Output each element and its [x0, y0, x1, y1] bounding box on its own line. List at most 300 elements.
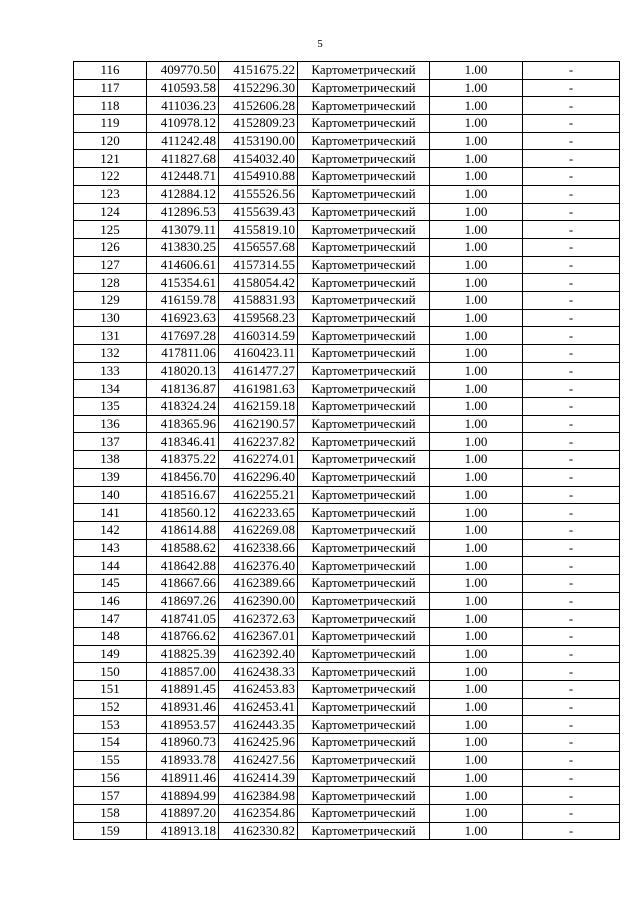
accuracy-cell: 1.00: [430, 62, 523, 80]
table-row: [74, 274, 620, 292]
accuracy-cell: 1.00: [430, 362, 523, 380]
method-cell: Картометрический: [298, 150, 430, 168]
x-coordinate-cell: 418346.41: [147, 433, 219, 451]
y-coordinate-cell: 4162392.40: [219, 645, 298, 663]
table-row: [74, 734, 620, 752]
y-coordinate-cell: 4161477.27: [219, 362, 298, 380]
method-cell: Картометрический: [298, 628, 430, 646]
x-coordinate-cell: 418960.73: [147, 734, 219, 752]
accuracy-cell: 1.00: [430, 115, 523, 133]
x-coordinate-cell: 418766.62: [147, 628, 219, 646]
method-cell: Картометрический: [298, 468, 430, 486]
y-coordinate-cell: 4162159.18: [219, 398, 298, 416]
coordinates-table: [73, 61, 620, 840]
y-coordinate-cell: 4162390.00: [219, 592, 298, 610]
point-number-cell: 142: [74, 521, 147, 539]
point-number-cell: 126: [74, 238, 147, 256]
y-coordinate-cell: 4162453.83: [219, 681, 298, 699]
description-cell: -: [523, 185, 620, 203]
x-coordinate-cell: 414606.61: [147, 256, 219, 274]
description-cell: -: [523, 645, 620, 663]
x-coordinate-cell: 418516.67: [147, 486, 219, 504]
method-cell: Картометрический: [298, 221, 430, 239]
method-cell: Картометрический: [298, 79, 430, 97]
accuracy-cell: 1.00: [430, 716, 523, 734]
description-cell: -: [523, 291, 620, 309]
description-cell: -: [523, 804, 620, 822]
point-number-cell: 141: [74, 504, 147, 522]
method-cell: Картометрический: [298, 291, 430, 309]
table-row: [74, 716, 620, 734]
table-row: [74, 628, 620, 646]
method-cell: Картометрический: [298, 539, 430, 557]
y-coordinate-cell: 4157314.55: [219, 256, 298, 274]
accuracy-cell: 1.00: [430, 185, 523, 203]
accuracy-cell: 1.00: [430, 734, 523, 752]
accuracy-cell: 1.00: [430, 628, 523, 646]
description-cell: -: [523, 592, 620, 610]
x-coordinate-cell: 412884.12: [147, 185, 219, 203]
table-row: [74, 150, 620, 168]
table-row: [74, 362, 620, 380]
y-coordinate-cell: 4162367.01: [219, 628, 298, 646]
y-coordinate-cell: 4162376.40: [219, 557, 298, 575]
accuracy-cell: 1.00: [430, 221, 523, 239]
x-coordinate-cell: 411036.23: [147, 97, 219, 115]
table-row: [74, 238, 620, 256]
table-row: [74, 539, 620, 557]
y-coordinate-cell: 4162443.35: [219, 716, 298, 734]
accuracy-cell: 1.00: [430, 150, 523, 168]
y-coordinate-cell: 4158831.93: [219, 291, 298, 309]
description-cell: -: [523, 521, 620, 539]
x-coordinate-cell: 418456.70: [147, 468, 219, 486]
accuracy-cell: 1.00: [430, 592, 523, 610]
y-coordinate-cell: 4162372.63: [219, 610, 298, 628]
x-coordinate-cell: 411827.68: [147, 150, 219, 168]
description-cell: -: [523, 168, 620, 186]
table-row: [74, 557, 620, 575]
x-coordinate-cell: 418911.46: [147, 769, 219, 787]
point-number-cell: 119: [74, 115, 147, 133]
description-cell: -: [523, 628, 620, 646]
table-row: [74, 97, 620, 115]
x-coordinate-cell: 410593.58: [147, 79, 219, 97]
method-cell: Картометрический: [298, 574, 430, 592]
point-number-cell: 130: [74, 309, 147, 327]
accuracy-cell: 1.00: [430, 610, 523, 628]
table-row: [74, 486, 620, 504]
point-number-cell: 150: [74, 663, 147, 681]
description-cell: -: [523, 698, 620, 716]
point-number-cell: 139: [74, 468, 147, 486]
description-cell: -: [523, 362, 620, 380]
table-row: [74, 433, 620, 451]
accuracy-cell: 1.00: [430, 291, 523, 309]
x-coordinate-cell: 418894.99: [147, 787, 219, 805]
method-cell: Картометрический: [298, 362, 430, 380]
table-row: [74, 291, 620, 309]
accuracy-cell: 1.00: [430, 380, 523, 398]
y-coordinate-cell: 4151675.22: [219, 62, 298, 80]
y-coordinate-cell: 4162453.41: [219, 698, 298, 716]
method-cell: Картометрический: [298, 309, 430, 327]
table-row: [74, 221, 620, 239]
point-number-cell: 138: [74, 451, 147, 469]
accuracy-cell: 1.00: [430, 168, 523, 186]
description-cell: -: [523, 433, 620, 451]
description-cell: -: [523, 97, 620, 115]
x-coordinate-cell: 418588.62: [147, 539, 219, 557]
accuracy-cell: 1.00: [430, 468, 523, 486]
y-coordinate-cell: 4159568.23: [219, 309, 298, 327]
description-cell: -: [523, 822, 620, 840]
table-row: [74, 398, 620, 416]
accuracy-cell: 1.00: [430, 787, 523, 805]
table-row: [74, 415, 620, 433]
y-coordinate-cell: 4153190.00: [219, 132, 298, 150]
point-number-cell: 123: [74, 185, 147, 203]
x-coordinate-cell: 418375.22: [147, 451, 219, 469]
table-row: [74, 451, 620, 469]
description-cell: -: [523, 557, 620, 575]
method-cell: Картометрический: [298, 185, 430, 203]
point-number-cell: 152: [74, 698, 147, 716]
point-number-cell: 144: [74, 557, 147, 575]
x-coordinate-cell: 418931.46: [147, 698, 219, 716]
point-number-cell: 135: [74, 398, 147, 416]
description-cell: -: [523, 238, 620, 256]
y-coordinate-cell: 4155526.56: [219, 185, 298, 203]
y-coordinate-cell: 4155639.43: [219, 203, 298, 221]
accuracy-cell: 1.00: [430, 132, 523, 150]
x-coordinate-cell: 418020.13: [147, 362, 219, 380]
point-number-cell: 140: [74, 486, 147, 504]
y-coordinate-cell: 4162438.33: [219, 663, 298, 681]
method-cell: Картометрический: [298, 698, 430, 716]
accuracy-cell: 1.00: [430, 645, 523, 663]
point-number-cell: 131: [74, 327, 147, 345]
y-coordinate-cell: 4162269.08: [219, 521, 298, 539]
x-coordinate-cell: 418642.88: [147, 557, 219, 575]
y-coordinate-cell: 4162255.21: [219, 486, 298, 504]
x-coordinate-cell: 418365.96: [147, 415, 219, 433]
x-coordinate-cell: 418897.20: [147, 804, 219, 822]
table-row: [74, 327, 620, 345]
point-number-cell: 136: [74, 415, 147, 433]
description-cell: -: [523, 203, 620, 221]
accuracy-cell: 1.00: [430, 238, 523, 256]
y-coordinate-cell: 4155819.10: [219, 221, 298, 239]
description-cell: -: [523, 663, 620, 681]
x-coordinate-cell: 418614.88: [147, 521, 219, 539]
x-coordinate-cell: 417697.28: [147, 327, 219, 345]
method-cell: Картометрический: [298, 822, 430, 840]
method-cell: Картометрический: [298, 256, 430, 274]
table-row: [74, 468, 620, 486]
x-coordinate-cell: 410978.12: [147, 115, 219, 133]
method-cell: Картометрический: [298, 115, 430, 133]
description-cell: -: [523, 150, 620, 168]
method-cell: Картометрический: [298, 610, 430, 628]
description-cell: -: [523, 274, 620, 292]
y-coordinate-cell: 4152296.30: [219, 79, 298, 97]
method-cell: Картометрический: [298, 168, 430, 186]
method-cell: Картометрический: [298, 734, 430, 752]
y-coordinate-cell: 4156557.68: [219, 238, 298, 256]
accuracy-cell: 1.00: [430, 822, 523, 840]
method-cell: Картометрический: [298, 769, 430, 787]
accuracy-cell: 1.00: [430, 345, 523, 363]
x-coordinate-cell: 413079.11: [147, 221, 219, 239]
table-row: [74, 804, 620, 822]
y-coordinate-cell: 4152606.28: [219, 97, 298, 115]
point-number-cell: 158: [74, 804, 147, 822]
x-coordinate-cell: 418136.87: [147, 380, 219, 398]
accuracy-cell: 1.00: [430, 274, 523, 292]
method-cell: Картометрический: [298, 557, 430, 575]
y-coordinate-cell: 4154910.88: [219, 168, 298, 186]
method-cell: Картометрический: [298, 592, 430, 610]
x-coordinate-cell: 412896.53: [147, 203, 219, 221]
method-cell: Картометрический: [298, 345, 430, 363]
table-row: [74, 309, 620, 327]
description-cell: -: [523, 769, 620, 787]
x-coordinate-cell: 418667.66: [147, 574, 219, 592]
table-row: [74, 751, 620, 769]
description-cell: -: [523, 327, 620, 345]
description-cell: -: [523, 468, 620, 486]
coordinates-table-body: [74, 62, 620, 840]
table-row: [74, 681, 620, 699]
method-cell: Картометрический: [298, 451, 430, 469]
method-cell: Картометрический: [298, 663, 430, 681]
point-number-cell: 145: [74, 574, 147, 592]
method-cell: Картометрический: [298, 751, 430, 769]
accuracy-cell: 1.00: [430, 521, 523, 539]
method-cell: Картометрический: [298, 398, 430, 416]
accuracy-cell: 1.00: [430, 433, 523, 451]
method-cell: Картометрический: [298, 787, 430, 805]
method-cell: Картометрический: [298, 203, 430, 221]
point-number-cell: 133: [74, 362, 147, 380]
accuracy-cell: 1.00: [430, 539, 523, 557]
method-cell: Картометрический: [298, 380, 430, 398]
accuracy-cell: 1.00: [430, 681, 523, 699]
table-row: [74, 610, 620, 628]
point-number-cell: 146: [74, 592, 147, 610]
description-cell: -: [523, 256, 620, 274]
table-row: [74, 203, 620, 221]
point-number-cell: 134: [74, 380, 147, 398]
description-cell: -: [523, 221, 620, 239]
x-coordinate-cell: 409770.50: [147, 62, 219, 80]
description-cell: -: [523, 751, 620, 769]
description-cell: -: [523, 574, 620, 592]
description-cell: -: [523, 132, 620, 150]
x-coordinate-cell: 417811.06: [147, 345, 219, 363]
y-coordinate-cell: 4162274.01: [219, 451, 298, 469]
description-cell: -: [523, 504, 620, 522]
point-number-cell: 125: [74, 221, 147, 239]
table-row: [74, 345, 620, 363]
x-coordinate-cell: 415354.61: [147, 274, 219, 292]
description-cell: -: [523, 398, 620, 416]
description-cell: -: [523, 451, 620, 469]
x-coordinate-cell: 418933.78: [147, 751, 219, 769]
y-coordinate-cell: 4162427.56: [219, 751, 298, 769]
table-row: [74, 769, 620, 787]
method-cell: Картометрический: [298, 238, 430, 256]
method-cell: Картометрический: [298, 486, 430, 504]
x-coordinate-cell: 418560.12: [147, 504, 219, 522]
y-coordinate-cell: 4162233.65: [219, 504, 298, 522]
table-row: [74, 698, 620, 716]
description-cell: -: [523, 62, 620, 80]
y-coordinate-cell: 4154032.40: [219, 150, 298, 168]
point-number-cell: 148: [74, 628, 147, 646]
accuracy-cell: 1.00: [430, 751, 523, 769]
table-row: [74, 132, 620, 150]
description-cell: -: [523, 681, 620, 699]
description-cell: -: [523, 115, 620, 133]
x-coordinate-cell: 413830.25: [147, 238, 219, 256]
method-cell: Картометрический: [298, 645, 430, 663]
x-coordinate-cell: 416159.78: [147, 291, 219, 309]
y-coordinate-cell: 4161981.63: [219, 380, 298, 398]
method-cell: Картометрический: [298, 804, 430, 822]
x-coordinate-cell: 411242.48: [147, 132, 219, 150]
accuracy-cell: 1.00: [430, 663, 523, 681]
point-number-cell: 121: [74, 150, 147, 168]
table-row: [74, 521, 620, 539]
accuracy-cell: 1.00: [430, 398, 523, 416]
y-coordinate-cell: 4162296.40: [219, 468, 298, 486]
description-cell: -: [523, 345, 620, 363]
accuracy-cell: 1.00: [430, 769, 523, 787]
y-coordinate-cell: 4160423.11: [219, 345, 298, 363]
table-row: [74, 168, 620, 186]
table-row: [74, 663, 620, 681]
point-number-cell: 155: [74, 751, 147, 769]
table-row: [74, 380, 620, 398]
x-coordinate-cell: 412448.71: [147, 168, 219, 186]
x-coordinate-cell: 418891.45: [147, 681, 219, 699]
table-row: [74, 574, 620, 592]
point-number-cell: 116: [74, 62, 147, 80]
description-cell: -: [523, 415, 620, 433]
x-coordinate-cell: 418913.18: [147, 822, 219, 840]
point-number-cell: 122: [74, 168, 147, 186]
description-cell: -: [523, 734, 620, 752]
point-number-cell: 143: [74, 539, 147, 557]
point-number-cell: 132: [74, 345, 147, 363]
y-coordinate-cell: 4158054.42: [219, 274, 298, 292]
table-row: [74, 787, 620, 805]
accuracy-cell: 1.00: [430, 327, 523, 345]
accuracy-cell: 1.00: [430, 256, 523, 274]
point-number-cell: 118: [74, 97, 147, 115]
x-coordinate-cell: 418741.05: [147, 610, 219, 628]
point-number-cell: 129: [74, 291, 147, 309]
description-cell: -: [523, 79, 620, 97]
method-cell: Картометрический: [298, 274, 430, 292]
accuracy-cell: 1.00: [430, 451, 523, 469]
table-row: [74, 504, 620, 522]
y-coordinate-cell: 4162330.82: [219, 822, 298, 840]
y-coordinate-cell: 4160314.59: [219, 327, 298, 345]
table-row: [74, 822, 620, 840]
x-coordinate-cell: 418857.00: [147, 663, 219, 681]
method-cell: Картометрический: [298, 327, 430, 345]
table-row: [74, 645, 620, 663]
y-coordinate-cell: 4162414.39: [219, 769, 298, 787]
point-number-cell: 147: [74, 610, 147, 628]
table-row: [74, 256, 620, 274]
accuracy-cell: 1.00: [430, 557, 523, 575]
point-number-cell: 120: [74, 132, 147, 150]
y-coordinate-cell: 4162190.57: [219, 415, 298, 433]
accuracy-cell: 1.00: [430, 486, 523, 504]
table-row: [74, 592, 620, 610]
point-number-cell: 124: [74, 203, 147, 221]
y-coordinate-cell: 4162425.96: [219, 734, 298, 752]
y-coordinate-cell: 4162354.86: [219, 804, 298, 822]
description-cell: -: [523, 787, 620, 805]
table-row: [74, 115, 620, 133]
y-coordinate-cell: 4162237.82: [219, 433, 298, 451]
method-cell: Картометрический: [298, 521, 430, 539]
description-cell: -: [523, 486, 620, 504]
accuracy-cell: 1.00: [430, 698, 523, 716]
accuracy-cell: 1.00: [430, 504, 523, 522]
accuracy-cell: 1.00: [430, 97, 523, 115]
point-number-cell: 151: [74, 681, 147, 699]
point-number-cell: 157: [74, 787, 147, 805]
accuracy-cell: 1.00: [430, 79, 523, 97]
x-coordinate-cell: 416923.63: [147, 309, 219, 327]
table-row: [74, 185, 620, 203]
point-number-cell: 159: [74, 822, 147, 840]
y-coordinate-cell: 4162384.98: [219, 787, 298, 805]
accuracy-cell: 1.00: [430, 203, 523, 221]
x-coordinate-cell: 418825.39: [147, 645, 219, 663]
method-cell: Картометрический: [298, 132, 430, 150]
y-coordinate-cell: 4162389.66: [219, 574, 298, 592]
description-cell: -: [523, 610, 620, 628]
page-number: 5: [317, 38, 323, 50]
accuracy-cell: 1.00: [430, 415, 523, 433]
point-number-cell: 156: [74, 769, 147, 787]
point-number-cell: 128: [74, 274, 147, 292]
method-cell: Картометрический: [298, 62, 430, 80]
description-cell: -: [523, 539, 620, 557]
method-cell: Картометрический: [298, 716, 430, 734]
method-cell: Картометрический: [298, 681, 430, 699]
y-coordinate-cell: 4162338.66: [219, 539, 298, 557]
accuracy-cell: 1.00: [430, 309, 523, 327]
table-row: [74, 79, 620, 97]
method-cell: Картометрический: [298, 415, 430, 433]
method-cell: Картометрический: [298, 504, 430, 522]
method-cell: Картометрический: [298, 97, 430, 115]
accuracy-cell: 1.00: [430, 804, 523, 822]
accuracy-cell: 1.00: [430, 574, 523, 592]
y-coordinate-cell: 4152809.23: [219, 115, 298, 133]
point-number-cell: 127: [74, 256, 147, 274]
method-cell: Картометрический: [298, 433, 430, 451]
table-row: [74, 62, 620, 80]
